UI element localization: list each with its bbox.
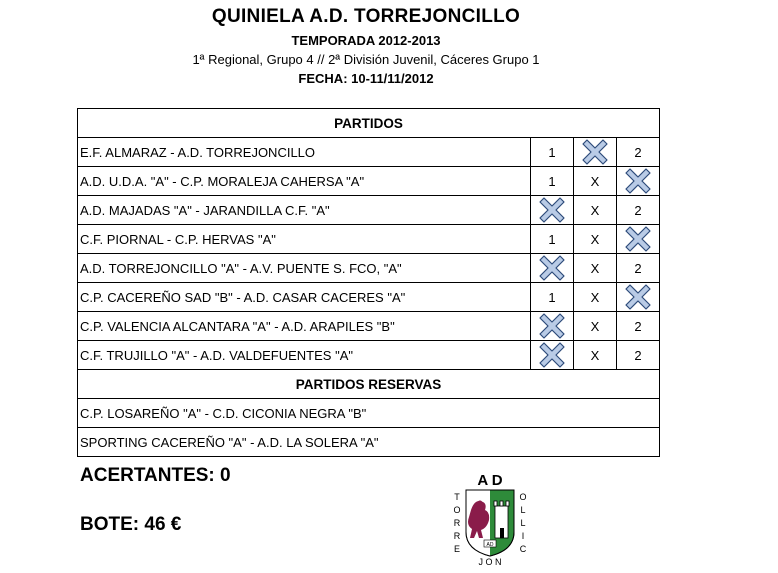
result-option-label: 2: [634, 260, 642, 276]
reserve-row: [78, 428, 660, 457]
crest-side-letter: E: [453, 544, 461, 554]
crest-side-letter: L: [520, 518, 526, 528]
result-option-label: 2: [634, 144, 642, 160]
selected-x-mark-icon: [536, 339, 568, 371]
result-option-1[interactable]: [531, 312, 574, 341]
matches-header: PARTIDOS: [78, 109, 660, 138]
crest-badge-text: AD: [486, 542, 494, 548]
result-option-2[interactable]: [617, 341, 660, 370]
page-title: QUINIELA A.D. TORREJONCILLO: [211, 6, 521, 27]
result-option-1[interactable]: [531, 167, 574, 196]
reserves-header: PARTIDOS RESERVAS: [78, 370, 660, 399]
selected-x-mark-icon: [622, 165, 654, 197]
season-label: TEMPORADA 2012-2013: [291, 33, 441, 48]
result-option-label: X: [590, 173, 600, 189]
acertantes-label: ACERTANTES: 0: [80, 465, 231, 486]
result-option-x[interactable]: [574, 341, 617, 370]
match-name: C.F. TRUJILLO "A" - A.D. VALDEFUENTES "A": [78, 341, 531, 370]
match-row: [78, 312, 660, 341]
match-name: A.D. TORREJONCILLO "A" - A.V. PUENTE S. FCO, "A": [78, 254, 531, 283]
selected-x-mark-icon: [536, 310, 568, 342]
result-option-1[interactable]: [531, 138, 574, 167]
club-crest: [449, 470, 531, 568]
crest-side-letter: I: [521, 531, 525, 541]
result-option-x[interactable]: [574, 312, 617, 341]
match-name: C.P. VALENCIA ALCANTARA "A" - A.D. ARAPILES "B": [78, 312, 531, 341]
match-row: [78, 341, 660, 370]
crest-side-letter: L: [520, 505, 526, 515]
selected-x-mark-icon: [622, 281, 654, 313]
result-option-2[interactable]: [617, 312, 660, 341]
crest-side-letter: C: [519, 544, 527, 554]
selected-x-mark-icon: [622, 223, 654, 255]
result-option-label: 1: [548, 231, 556, 247]
result-option-label: 2: [634, 318, 642, 334]
match-name: C.P. CACEREÑO SAD "B" - A.D. CASAR CACERES "A": [78, 283, 531, 312]
result-option-label: X: [590, 260, 600, 276]
crest-side-letter: O: [519, 492, 527, 502]
selected-x-mark-icon: [536, 252, 568, 284]
result-option-x[interactable]: [574, 196, 617, 225]
result-option-2[interactable]: [617, 254, 660, 283]
reserves-header-row: [78, 370, 660, 399]
result-option-1[interactable]: [531, 196, 574, 225]
match-row: [78, 225, 660, 254]
match-row: [78, 138, 660, 167]
match-name: A.D. U.D.A. "A" - C.P. MORALEJA CAHERSA "A": [78, 167, 531, 196]
result-option-label: 1: [548, 144, 556, 160]
matches-header-row: [78, 109, 660, 138]
pools-table: [77, 108, 660, 457]
result-option-1[interactable]: [531, 225, 574, 254]
crest-side-letter: R: [453, 531, 461, 541]
result-option-2[interactable]: [617, 225, 660, 254]
result-option-2[interactable]: [617, 138, 660, 167]
result-option-label: X: [590, 347, 600, 363]
selected-x-mark-icon: [536, 194, 568, 226]
match-row: [78, 196, 660, 225]
crest-bottom-text: J O N: [478, 557, 502, 567]
result-option-x[interactable]: [574, 167, 617, 196]
result-option-1[interactable]: [531, 283, 574, 312]
result-option-label: 2: [634, 347, 642, 363]
crest-side-letter: R: [453, 518, 461, 528]
result-option-label: X: [590, 231, 600, 247]
reserve-row: [78, 399, 660, 428]
reserve-match-name: C.P. LOSAREÑO "A" - C.D. CICONIA NEGRA "B": [78, 399, 660, 428]
result-option-x[interactable]: [574, 138, 617, 167]
result-option-x[interactable]: [574, 254, 617, 283]
match-row: [78, 167, 660, 196]
result-option-label: X: [590, 318, 600, 334]
result-option-2[interactable]: [617, 283, 660, 312]
crest-top-text: A D: [477, 472, 503, 489]
crest-side-letter: O: [453, 505, 461, 515]
result-option-x[interactable]: [574, 283, 617, 312]
result-option-label: 2: [634, 202, 642, 218]
result-option-x[interactable]: [574, 225, 617, 254]
date-label: FECHA: 10-11/11/2012: [298, 71, 434, 86]
match-name: E.F. ALMARAZ - A.D. TORREJONCILLO: [78, 138, 531, 167]
result-option-label: 1: [548, 173, 556, 189]
result-option-2[interactable]: [617, 196, 660, 225]
reserve-match-name: SPORTING CACEREÑO "A" - A.D. LA SOLERA "A": [78, 428, 660, 457]
match-name: A.D. MAJADAS "A" - JARANDILLA C.F. "A": [78, 196, 531, 225]
match-row: [78, 283, 660, 312]
league-label: 1ª Regional, Grupo 4 // 2ª División Juvenil, Cáceres Grupo 1: [192, 52, 540, 67]
result-option-1[interactable]: [531, 254, 574, 283]
result-option-2[interactable]: [617, 167, 660, 196]
result-option-label: 1: [548, 289, 556, 305]
result-option-label: X: [590, 202, 600, 218]
selected-x-mark-icon: [579, 136, 611, 168]
match-name: C.F. PIORNAL - C.P. HERVAS "A": [78, 225, 531, 254]
result-option-label: X: [590, 289, 600, 305]
crest-tower-icon: [494, 501, 509, 538]
result-option-1[interactable]: [531, 341, 574, 370]
bote-label: BOTE: 46 €: [80, 514, 182, 535]
crest-side-letter: T: [454, 492, 460, 502]
match-row: [78, 254, 660, 283]
